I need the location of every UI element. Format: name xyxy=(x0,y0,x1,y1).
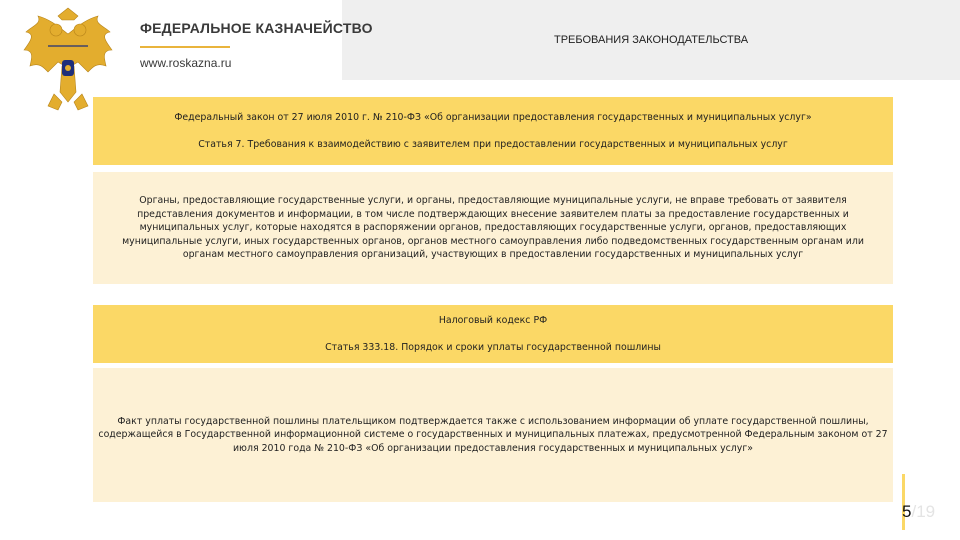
page-current: 5 xyxy=(902,502,912,521)
page-total: /19 xyxy=(911,502,936,521)
section-2-body-text: Факт уплаты государственной пошлины плательщиком подтверждается также с использованием информации об уплате государственной пошлины, содержащейся в Государственной информационной системе о государственных и муниципальных платежах, предусмотренной Федеральным законом от 27 июля 2010 года № 210-ФЗ «Об организации предоставления государственных и муниципальных услуг» xyxy=(98,415,888,454)
section-1-heading: Федеральный закон от 27 июля 2010 г. № 210-ФЗ «Об организации предоставления государственных и муниципальных услуг» xyxy=(174,111,812,123)
section-2-heading: Налоговый кодекс РФ xyxy=(438,314,548,326)
section-2-header xyxy=(93,305,893,363)
page-number xyxy=(902,502,958,522)
page-title: ТРЕБОВАНИЯ ЗАКОНОДАТЕЛЬСТВА xyxy=(554,34,749,46)
section-1-body xyxy=(93,172,893,284)
section-1-subheading: Статья 7. Требования к взаимодействию с заявителем при предоставлении государственных и муниципальных услуг xyxy=(198,139,788,150)
section-2-subheading: Статья 333.18. Порядок и сроки уплаты государственной пошлины xyxy=(325,342,661,353)
section-2-body xyxy=(93,368,893,502)
brand-website-link[interactable]: www.roskazna.ru xyxy=(140,56,232,70)
brand-name: ФЕДЕРАЛЬНОЕ КАЗНАЧЕЙСТВО xyxy=(140,20,373,36)
brand-divider xyxy=(140,46,230,48)
section-1-header xyxy=(93,97,893,165)
section-1-body-text: Органы, предоставляющие государственные услуги, и органы, предоставляющие муниципальные услуги, не вправе требовать от заявителя представления документов и информации, в том числе подтверждающих внесение заявителем платы за предоставление государственных и муниципальных услуг, которые находятся в распоряжении органов, предоставляющих государственные услуги, органов, предоставляющих муниципальные услуги, иных государственных органов, органов местного самоуправления либо подведомственных государственным органам или органам местного самоуправления организаций, участвующих в предоставлении государственных и муниципальных услуг xyxy=(122,195,864,261)
